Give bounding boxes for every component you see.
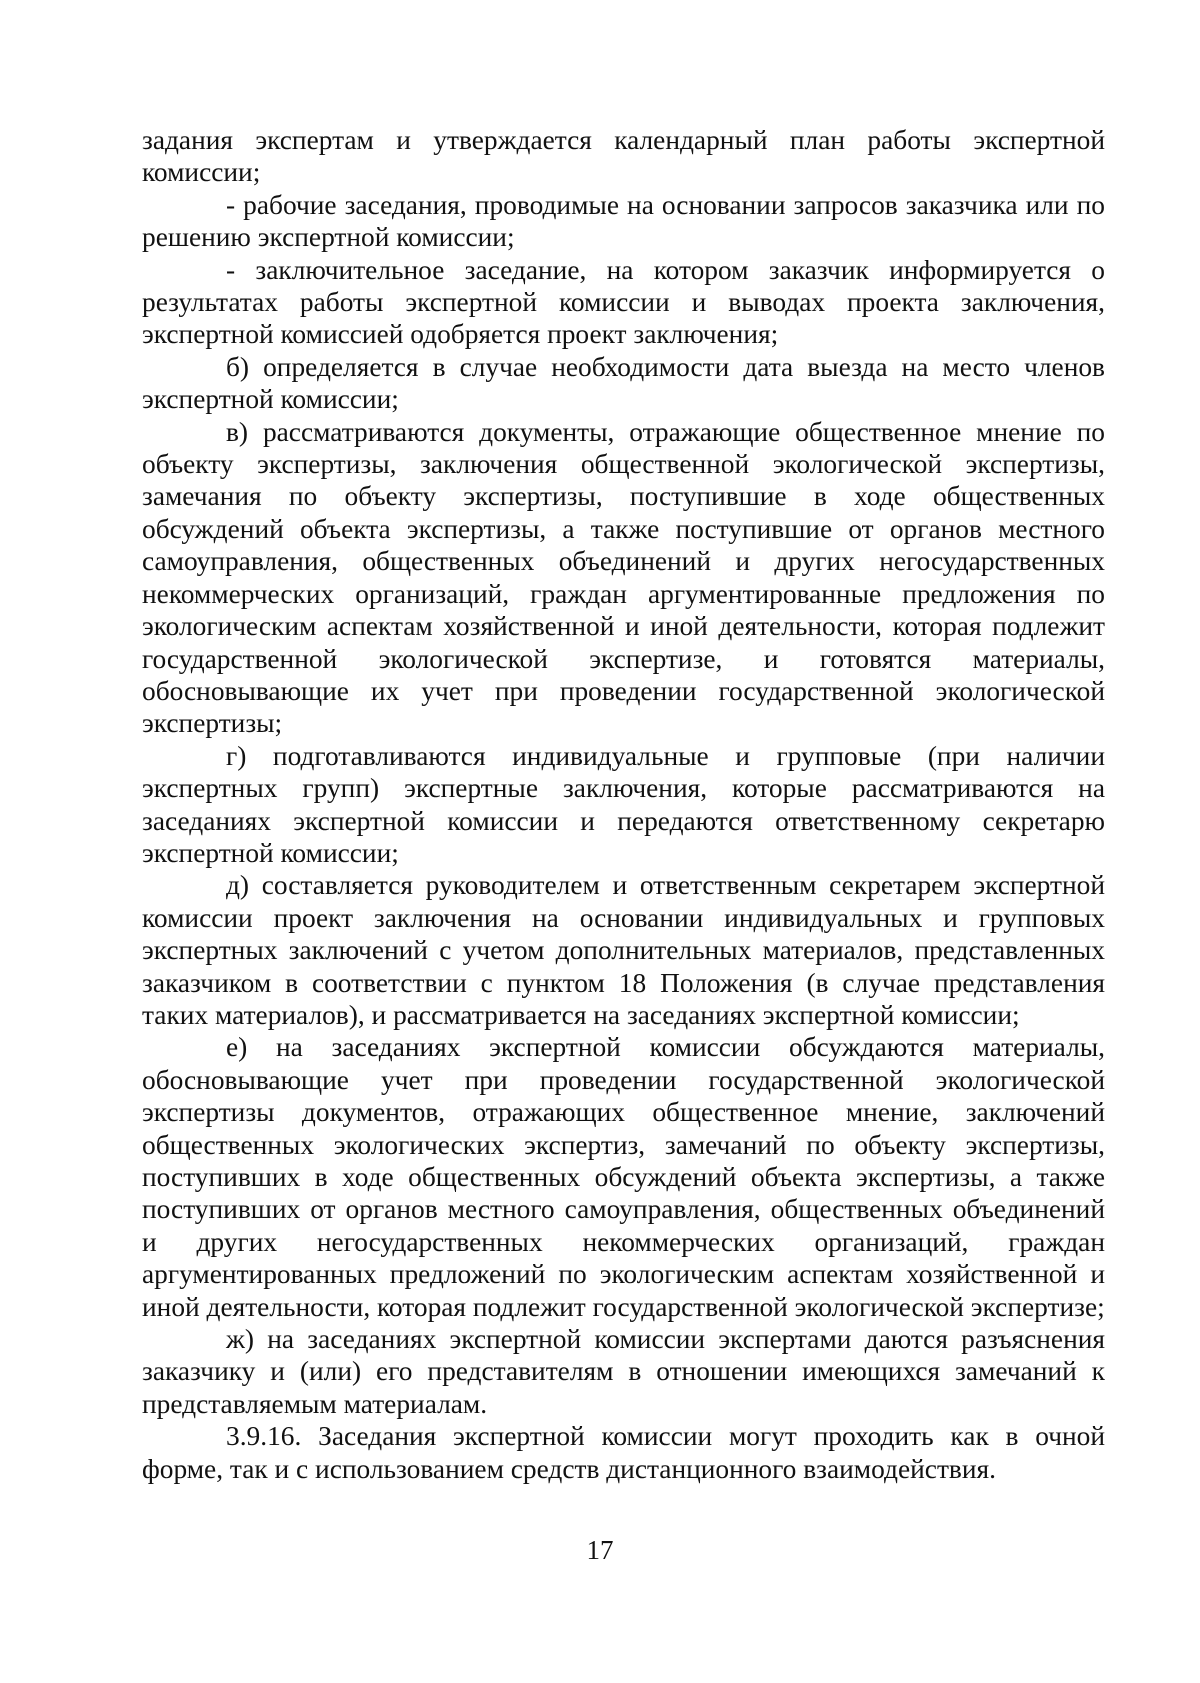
paragraph-d: д) составляется руководителем и ответственным секретарем экспертной комиссии проект заключения на основании индивидуальных и групповых экспертных заключений с учетом дополнительных материалов, представленных заказчиком в соответствии с пунктом 18 Положения (в случае представления таких материалов), и рассматривается на заседаниях экспертной комиссии; — [142, 870, 1105, 1030]
paragraph-final-session: - заключительное заседание, на котором заказчик информируется о результатах работы экспертной комиссии и выводах проекта заключения, экспертной комиссией одобряется проект заключения; — [142, 254, 1105, 350]
page-number: 17 — [586, 1535, 614, 1565]
document-body — [142, 124, 1105, 1485]
paragraph-b: б) определяется в случае необходимости дата выезда на место членов экспертной комиссии; — [142, 351, 1105, 415]
paragraph-e: е) на заседаниях экспертной комиссии обсуждаются материалы, обосновывающие учет при проведении государственной экологической экспертизы документов, отражающих общественное мнение, заключений общественных экологических экспертиз, замечаний по объекту экспертизы, поступивших в ходе общественных обсуждений объекта экспертизы, а также поступивших от органов местного самоуправления, общественных объединений и других негосударственных некоммерческих организаций, граждан аргументированных предложений по экологическим аспектам хозяйственной и иной деятельности, которая подлежит государственной экологической экспертизе; — [142, 1032, 1105, 1322]
paragraph-g: г) подготавливаются индивидуальные и групповые (при наличии экспертных групп) экспертные заключения, которые рассматриваются на заседаниях экспертной комиссии и передаются ответственному секретарю экспертной комиссии; — [142, 740, 1105, 868]
paragraph-3-9-16: 3.9.16. Заседания экспертной комиссии могут проходить как в очной форме, так и с использованием средств дистанционного взаимодействия. — [142, 1421, 1105, 1484]
paragraph-working-sessions: - рабочие заседания, проводимые на основании запросов заказчика или по решению экспертной комиссии; — [142, 189, 1105, 253]
paragraph-v: в) рассматриваются документы, отражающие общественное мнение по объекту экспертизы, заключения общественной экологической экспертизы, замечания по объекту экспертизы, поступившие в ходе общественных обсуждений объекта экспертизы, а также поступившие от органов местного самоуправления, общественных объединений и других негосударственных некоммерческих организаций, граждан аргументированные предложения по экологическим аспектам хозяйственной и иной деятельности, которая подлежит государственной экологической экспертизе, и готовятся материалы, обосновывающие их учет при проведении государственной экологической экспертизы; — [142, 416, 1105, 739]
paragraph-zh: ж) на заседаниях экспертной комиссии экспертами даются разъяснения заказчику и (или) его представителям в отношении имеющихся замечаний к представляемым материалам. — [142, 1324, 1105, 1419]
paragraph-continuation: задания экспертам и утверждается календарный план работы экспертной комиссии; — [142, 125, 1105, 188]
